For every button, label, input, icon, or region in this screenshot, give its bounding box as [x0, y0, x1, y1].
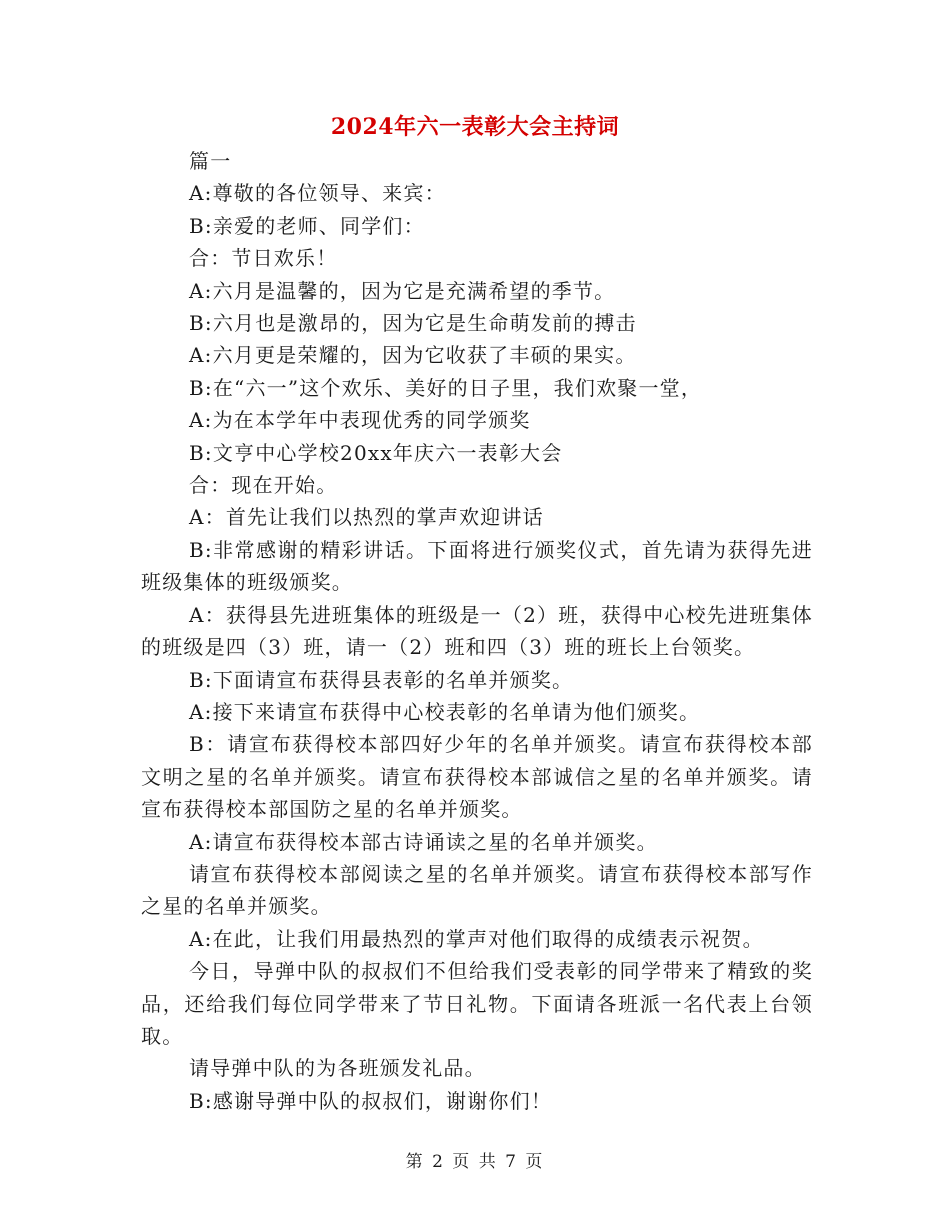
paragraph: 合：现在开始。 — [189, 473, 338, 498]
paragraph: 篇一 — [189, 149, 232, 173]
paragraph: B:非常感谢的精彩讲话。下面将进行颁奖仪式，首先请为获得先进班级集体的班级颁奖。 — [141, 537, 813, 595]
paragraph: 合：节日欢乐！ — [189, 246, 338, 271]
paragraph: A:接下来请宣布获得中心校表彰的名单请为他们颁奖。 — [189, 699, 701, 724]
paragraph: A:六月更是荣耀的，因为它收获了丰硕的果实。 — [189, 343, 637, 368]
paragraph: A：获得县先进班集体的班级是一（2）班，获得中心校先进班集体的班级是四（3）班，请一（2）班和四（3）班的班长上台领奖。 — [141, 602, 813, 660]
paragraph: 请导弹中队的为各班颁发礼品。 — [189, 1056, 486, 1081]
paragraph: B:感谢导弹中队的叔叔们，谢谢你们！ — [189, 1088, 553, 1113]
paragraph: A:六月是温馨的，因为它是充满希望的季节。 — [189, 278, 616, 303]
page-title: 2024年六一表彰大会主持词 — [330, 114, 620, 140]
paragraph: B：请宣布获得校本部四好少年的名单并颁奖。请宣布获得校本部文明之星的名单并颁奖。请宣布获得校本部诚信之星的名单并颁奖。请宣布获得校本部国防之星的名单并颁奖。 — [141, 732, 813, 822]
paragraph: 请宣布获得校本部阅读之星的名单并颁奖。请宣布获得校本部写作之星的名单并颁奖。 — [141, 861, 813, 919]
paragraph: A:尊敬的各位领导、来宾： — [189, 181, 446, 206]
paragraph: A:请宣布获得校本部古诗诵读之星的名单并颁奖。 — [189, 829, 658, 854]
page-number-footer: 第 2 页 共 7 页 — [405, 1152, 545, 1172]
paragraph: A：首先让我们以热烈的掌声欢迎讲话 — [189, 505, 544, 530]
paragraph: B:在“六一”这个欢乐、美好的日子里，我们欢聚一堂， — [189, 375, 703, 400]
document-body — [141, 145, 813, 1117]
paragraph: 今日，导弹中队的叔叔们不但给我们受表彰的同学带来了精致的奖品，还给我们每位同学带来了节日礼物。下面请各班派一名代表上台领取。 — [141, 959, 813, 1048]
paragraph: A:在此，让我们用最热烈的掌声对他们取得的成绩表示祝贺。 — [189, 926, 764, 951]
paragraph: B:下面请宣布获得县表彰的名单并颁奖。 — [189, 667, 574, 692]
paragraph: B:亲爱的老师、同学们： — [189, 213, 425, 238]
paragraph: B:文亨中心学校20xx年庆六一表彰大会 — [189, 440, 563, 465]
paragraph: B:六月也是激昂的，因为它是生命萌发前的搏击 — [189, 311, 637, 336]
paragraph: A:为在本学年中表现优秀的同学颁奖 — [189, 408, 531, 433]
